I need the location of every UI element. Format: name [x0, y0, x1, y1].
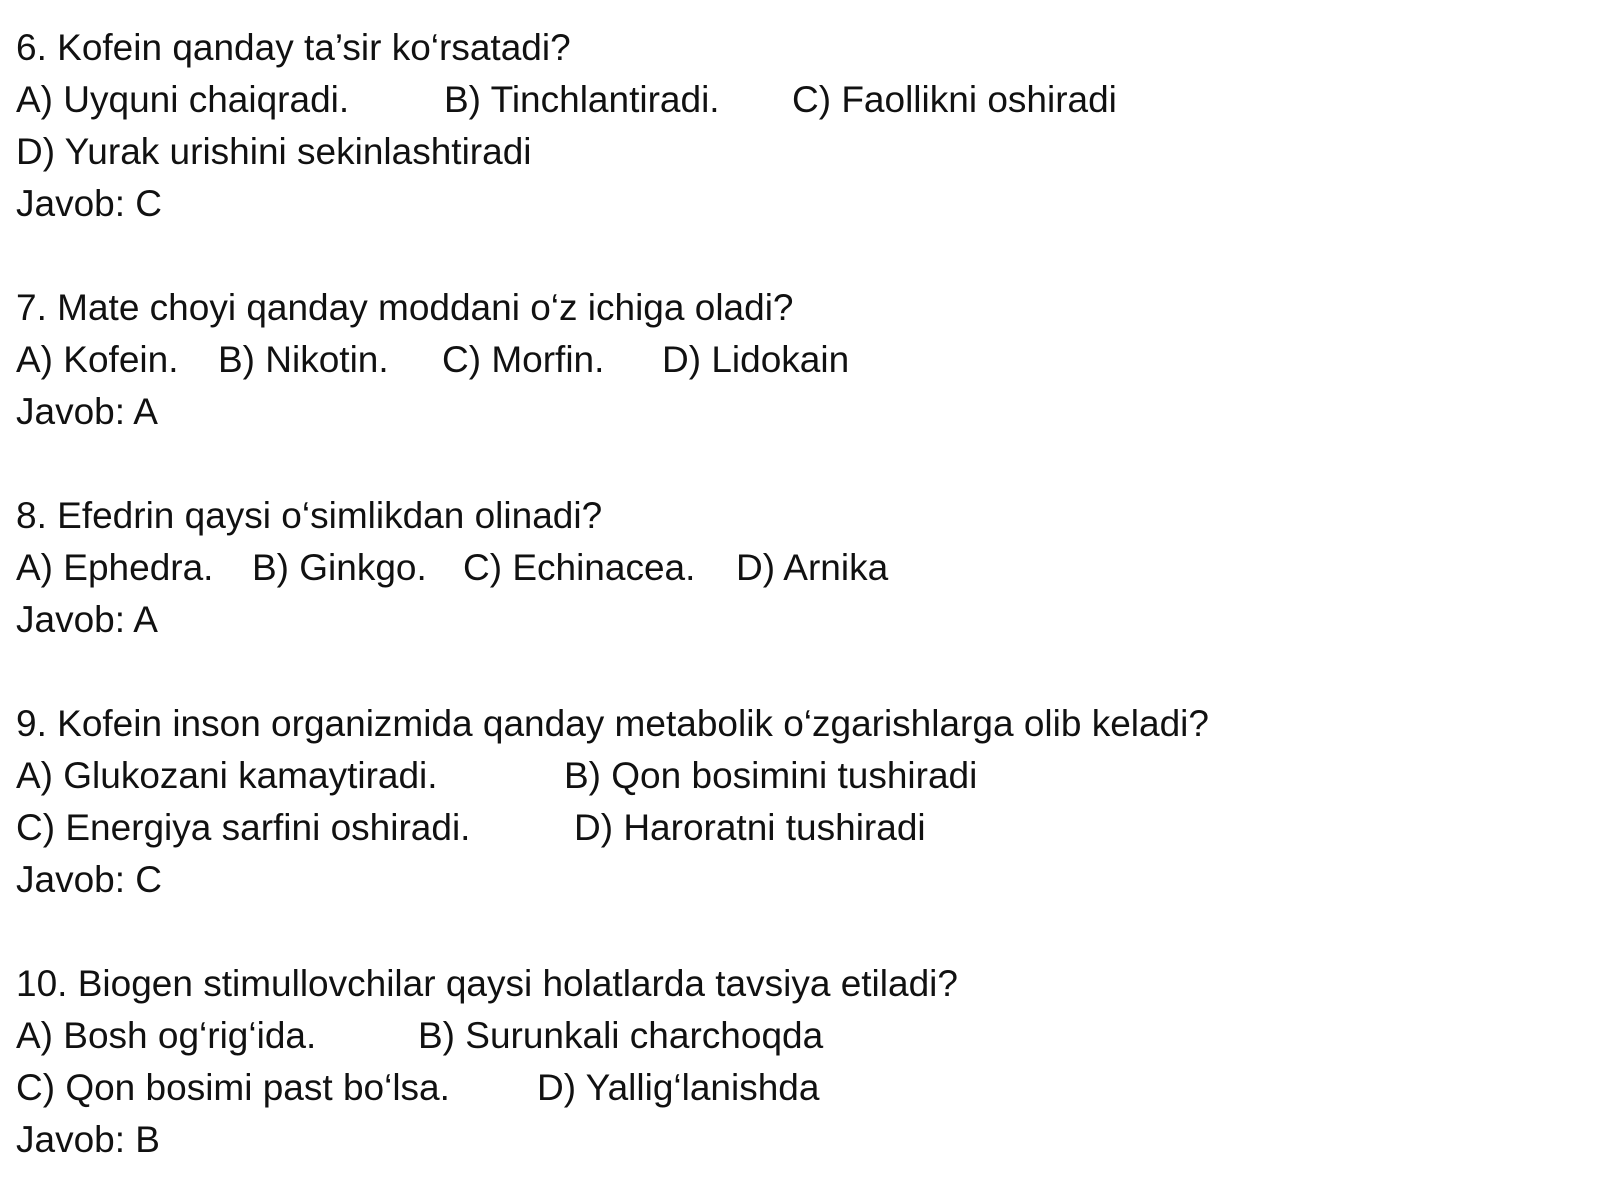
question-10-option-a: A) Bosh og‘rig‘ida.	[16, 1015, 317, 1056]
question-6-answer: Javob: C	[16, 183, 163, 224]
question-8-options-row-1	[16, 542, 1576, 594]
question-7-option-b: B) Nikotin.	[218, 339, 389, 380]
quiz-document	[16, 22, 1576, 1166]
question-6-option-b: B) Tinchlantiradi.	[444, 79, 720, 120]
question-8-option-c: C) Echinacea.	[463, 547, 696, 588]
question-7-option-d: D) Lidokain	[662, 339, 850, 380]
question-9-option-d: D) Haroratni tushiradi	[574, 807, 926, 848]
question-8-option-b: B) Ginkgo.	[252, 547, 427, 588]
question-6-options-row-1	[16, 74, 1576, 126]
question-10-option-c: C) Qon bosimi past bo‘lsa.	[16, 1067, 450, 1108]
spacer	[16, 646, 1576, 698]
question-10-options-row-2	[16, 1062, 1576, 1114]
question-9-option-c: C) Energiya sarfini oshiradi.	[16, 807, 471, 848]
question-6-text: 6. Kofein qanday ta’sir ko‘rsatadi?	[16, 27, 571, 68]
question-9-option-a: A) Glukozani kamaytiradi.	[16, 755, 438, 796]
question-9-option-b: B) Qon bosimini tushiradi	[564, 755, 978, 796]
question-10-answer: Javob: B	[16, 1119, 160, 1160]
question-10-option-d: D) Yallig‘lanishda	[537, 1067, 820, 1108]
question-8-option-a: A) Ephedra.	[16, 547, 214, 588]
question-7-text: 7. Mate choyi qanday moddani o‘z ichiga oladi?	[16, 287, 794, 328]
question-9-text: 9. Kofein inson organizmida qanday metabolik o‘zgarishlarga olib keladi?	[16, 703, 1209, 744]
question-8-option-d: D) Arnika	[736, 547, 889, 588]
question-8-answer: Javob: A	[16, 599, 158, 640]
question-7-option-c: C) Morfin.	[442, 339, 605, 380]
question-7-answer: Javob: A	[16, 391, 158, 432]
question-9-answer: Javob: C	[16, 859, 163, 900]
question-6-option-d: D) Yurak urishini sekinlashtiradi	[16, 131, 532, 172]
question-6-options-row-2	[16, 126, 1576, 178]
spacer	[16, 906, 1576, 958]
question-9-options-row-1	[16, 750, 1576, 802]
question-6-option-a: A) Uyquni chaiqradi.	[16, 79, 350, 120]
question-10-options-row-1	[16, 1010, 1576, 1062]
question-7-options-row-1	[16, 334, 1576, 386]
question-10-text: 10. Biogen stimullovchilar qaysi holatlarda tavsiya etiladi?	[16, 963, 958, 1004]
spacer	[16, 438, 1576, 490]
spacer	[16, 230, 1576, 282]
question-6-option-c: C) Faollikni oshiradi	[792, 79, 1117, 120]
question-9-options-row-2	[16, 802, 1576, 854]
question-10-option-b: B) Surunkali charchoqda	[418, 1015, 824, 1056]
question-7-option-a: A) Kofein.	[16, 339, 179, 380]
question-8-text: 8. Efedrin qaysi o‘simlikdan olinadi?	[16, 495, 603, 536]
